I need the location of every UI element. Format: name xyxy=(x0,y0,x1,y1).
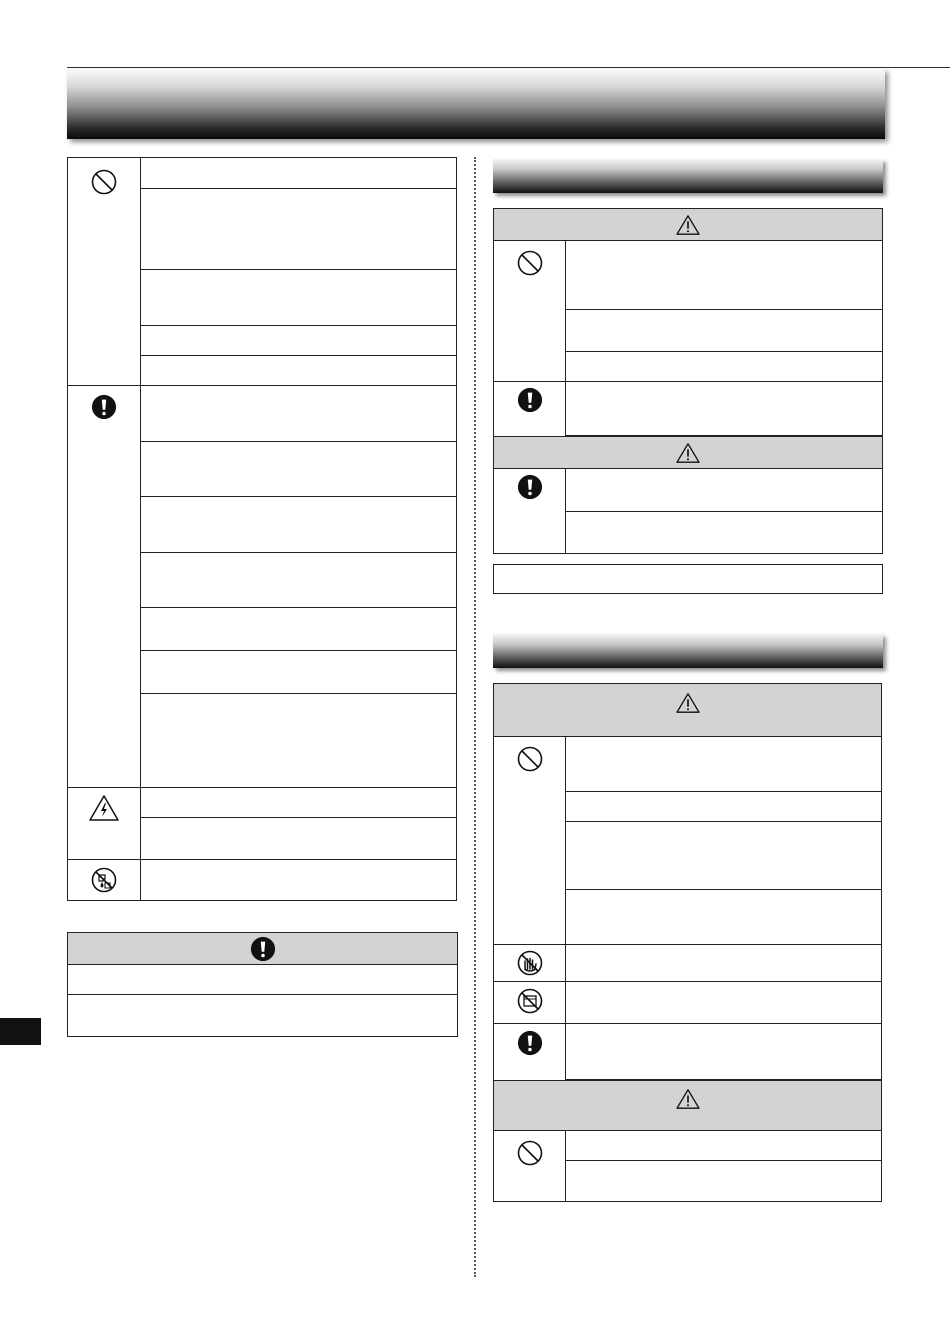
prohibition-icon xyxy=(516,1139,544,1167)
table-row xyxy=(141,158,456,189)
table-row xyxy=(566,1131,881,1161)
warning-header-band xyxy=(494,209,882,241)
table-row xyxy=(566,469,882,512)
no-water-icon xyxy=(90,866,118,894)
mandatory-action-icon xyxy=(517,1030,543,1056)
top-rule xyxy=(67,67,950,68)
table-row xyxy=(141,326,456,356)
table-row xyxy=(141,788,456,818)
table-row xyxy=(566,512,882,553)
mandatory-icon-cell xyxy=(494,469,566,553)
left-warning-table xyxy=(67,157,457,901)
table-row xyxy=(566,792,881,822)
no-wet-hands-icon-cell xyxy=(494,945,566,982)
table-row xyxy=(141,356,456,386)
table-row xyxy=(141,818,456,860)
table-row xyxy=(566,310,882,352)
prohibition-icon-cell xyxy=(494,241,566,382)
mandatory-icon-cell xyxy=(68,386,141,788)
table-row xyxy=(566,241,882,310)
caution-triangle-icon xyxy=(675,442,701,464)
warning-header-band xyxy=(494,684,881,737)
table-row xyxy=(141,189,456,270)
table-row xyxy=(566,982,881,1024)
no-wet-hands-icon xyxy=(516,949,544,977)
mandatory-action-icon xyxy=(517,474,543,500)
right-warning-table-1 xyxy=(493,208,883,554)
table-row xyxy=(566,352,882,382)
caution-triangle-icon xyxy=(675,692,701,714)
table-row xyxy=(141,694,456,788)
table-row xyxy=(566,1024,881,1080)
table-row xyxy=(141,386,456,442)
caution-header-band xyxy=(494,1080,881,1131)
section-banner-2 xyxy=(493,634,883,668)
main-section-banner xyxy=(67,69,885,139)
table-row xyxy=(141,497,456,553)
no-contact-icon-cell xyxy=(494,982,566,1024)
mandatory-action-icon xyxy=(91,394,117,420)
right-note-box xyxy=(493,564,883,594)
table-row xyxy=(566,737,881,792)
caution-triangle-icon xyxy=(675,1088,701,1110)
table-row xyxy=(68,995,457,1036)
section-banner-1 xyxy=(493,159,883,193)
notice-header-band xyxy=(68,933,457,965)
table-row xyxy=(141,442,456,497)
caution-triangle-icon xyxy=(675,214,701,236)
table-row xyxy=(566,890,881,945)
prohibition-icon-cell xyxy=(494,737,566,945)
side-page-tab xyxy=(0,1018,41,1045)
table-row xyxy=(68,965,457,995)
electric-shock-warning-icon xyxy=(88,794,120,822)
right-warning-table-2 xyxy=(493,683,882,1202)
prohibition-icon xyxy=(516,249,544,277)
column-divider xyxy=(474,157,476,1277)
table-row xyxy=(141,860,456,900)
electric-icon-cell xyxy=(68,788,141,860)
mandatory-action-icon xyxy=(517,387,543,413)
left-notice-table xyxy=(67,932,458,1037)
prohibition-icon xyxy=(90,168,118,196)
table-row xyxy=(566,945,881,982)
prohibition-icon-cell xyxy=(494,1131,566,1201)
table-row xyxy=(141,651,456,694)
mandatory-icon-cell xyxy=(494,1024,566,1080)
no-water-icon-cell xyxy=(68,860,141,900)
mandatory-icon-cell xyxy=(494,382,566,436)
table-row xyxy=(566,822,881,890)
caution-header-band xyxy=(494,436,882,469)
table-row xyxy=(566,382,882,436)
mandatory-action-icon xyxy=(250,936,276,962)
prohibition-icon-cell xyxy=(68,158,141,386)
table-row xyxy=(141,270,456,326)
table-row xyxy=(566,1161,881,1201)
no-contact-icon xyxy=(516,987,544,1015)
table-row xyxy=(141,608,456,651)
table-row xyxy=(141,553,456,608)
prohibition-icon xyxy=(516,745,544,773)
